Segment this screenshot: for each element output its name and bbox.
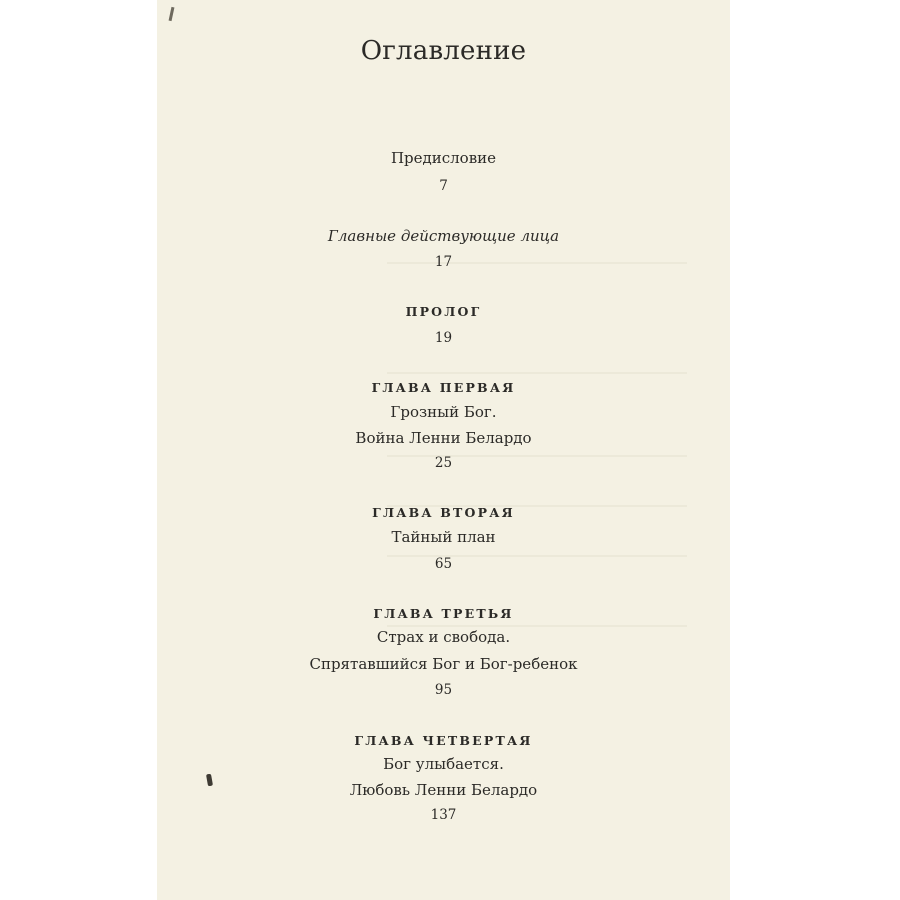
bleed-through-line bbox=[387, 372, 687, 374]
page-edge-mark bbox=[169, 7, 175, 21]
toc-chapter-subtitle: Любовь Ленни Белардо bbox=[349, 781, 538, 799]
toc-chapter-subtitle: Тайный план bbox=[391, 528, 496, 546]
book-page bbox=[157, 0, 730, 900]
toc-chapter-subtitle: Грозный Бог. bbox=[390, 403, 497, 421]
toc-page-number: 65 bbox=[434, 556, 453, 572]
toc-chapter-subtitle: Спрятавшийся Бог и Бог-ребенок bbox=[309, 655, 578, 673]
toc-entry-characters: Главные действующие лица bbox=[327, 227, 560, 245]
toc-chapter-label: ГЛАВА ЧЕТВЕРТАЯ bbox=[354, 733, 533, 748]
toc-chapter-subtitle: Бог улыбается. bbox=[383, 755, 504, 773]
toc-chapter-subtitle: Страх и свобода. bbox=[376, 628, 511, 646]
toc-chapter-subtitle: Война Ленни Белардо bbox=[355, 429, 532, 447]
toc-chapter-label: ГЛАВА ВТОРАЯ bbox=[372, 505, 515, 520]
toc-page-number: 25 bbox=[434, 455, 453, 471]
toc-page-number: 137 bbox=[430, 807, 457, 823]
toc-entry-preface: Предисловие bbox=[390, 149, 497, 167]
toc-page-number: 7 bbox=[439, 178, 448, 194]
toc-page-number: 17 bbox=[434, 254, 453, 270]
toc-heading: Оглавление bbox=[360, 36, 527, 66]
toc-chapter-label: ГЛАВА ПЕРВАЯ bbox=[371, 380, 516, 395]
toc-page-number: 19 bbox=[434, 330, 453, 346]
bleed-through-line bbox=[387, 625, 687, 627]
toc-page-number: 95 bbox=[434, 682, 453, 698]
toc-entry-prologue: ПРОЛОГ bbox=[405, 304, 482, 319]
toc-chapter-label: ГЛАВА ТРЕТЬЯ bbox=[373, 606, 514, 621]
